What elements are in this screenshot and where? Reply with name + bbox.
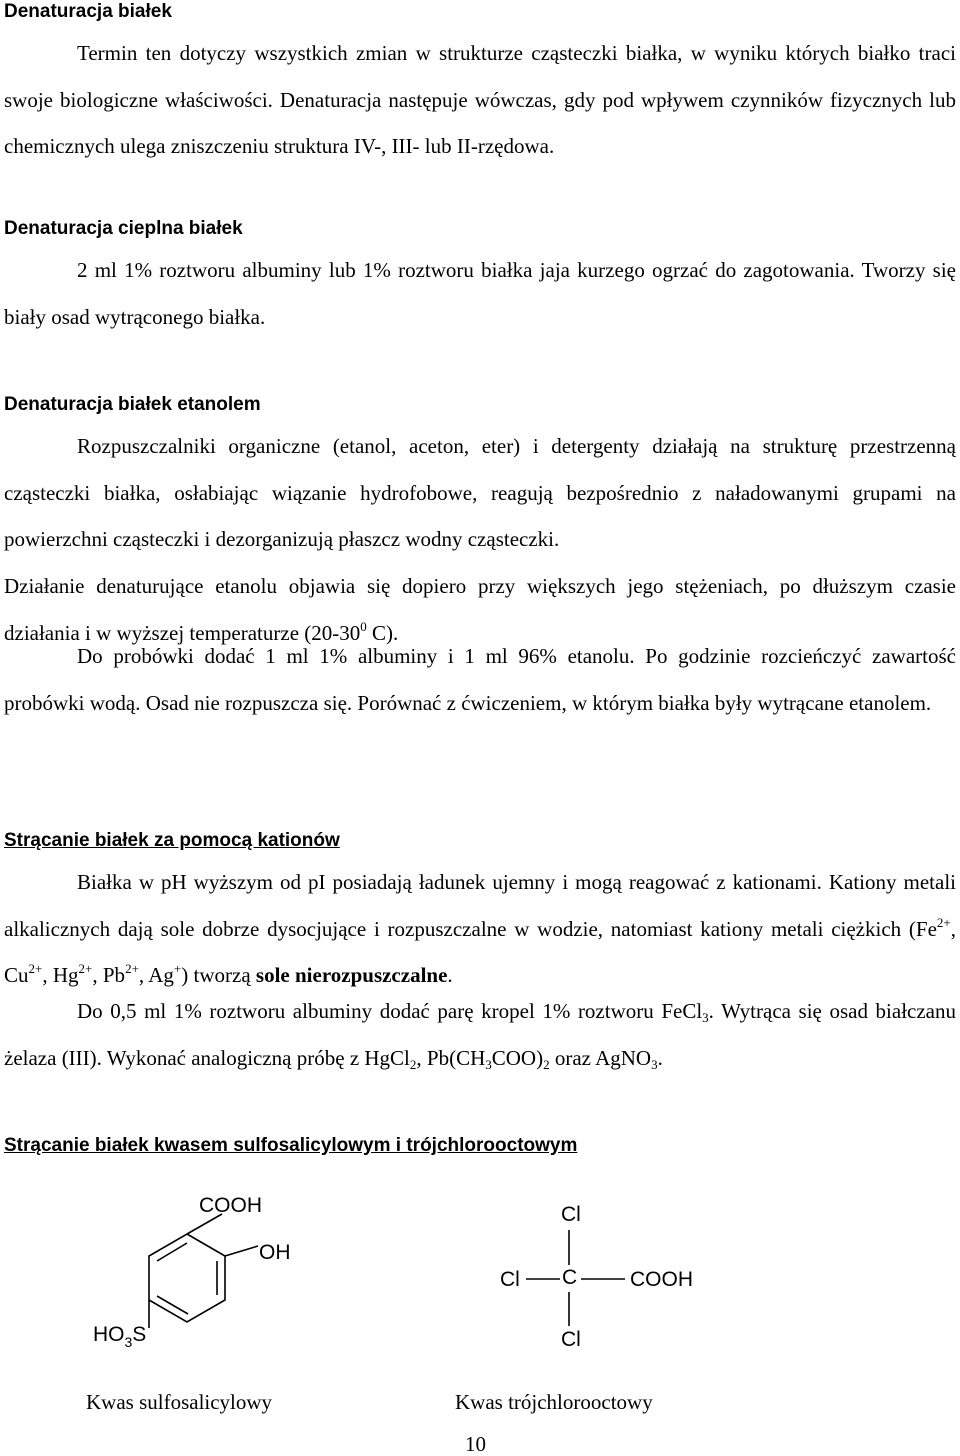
oh-bond <box>225 1246 258 1256</box>
cations-text-end: ) tworzą <box>181 963 256 987</box>
fecl3-subscript: 3 <box>702 1010 709 1025</box>
sulfosalicylic-acid-structure <box>149 1214 258 1328</box>
caption-sulfosalicylic: Kwas sulfosalicylowy <box>86 1390 273 1414</box>
page-number: 10 <box>465 1432 486 1456</box>
ch3-subscript: 3 <box>485 1056 492 1072</box>
hgcl2-text: . Wytrąca się osad białczanu żelaza (III). Wykonać analogiczną próbę z HgCl <box>4 999 956 1070</box>
cooh-label-tca: COOH <box>630 1268 693 1291</box>
heading-acid-precipitation-text: Strącanie białek kwasem sulfosalicylowym i trójchlorooctowym <box>4 1135 578 1156</box>
acetate-subscript: 2 <box>543 1056 550 1072</box>
pb-acetate-text: , Pb(CH <box>416 1045 486 1070</box>
hg-symbol: , Hg <box>42 963 79 987</box>
ag-charge: + <box>173 961 182 976</box>
ho3s-label <box>93 1323 147 1350</box>
heading-heat-denaturation: Denaturacja cieplna białek <box>4 218 243 239</box>
cl-top-label: Cl <box>561 1203 581 1226</box>
cooh-label: COOH <box>199 1194 262 1217</box>
ag-symbol: , Ag <box>138 963 174 987</box>
agno3-subscript: 3 <box>651 1056 658 1072</box>
cations-period: . <box>447 963 453 987</box>
benzene-ring <box>149 1234 225 1322</box>
hgcl2-subscript: 2 <box>409 1056 417 1072</box>
fecl3-period: . <box>657 1045 663 1070</box>
ethanol-action-text: Działanie denaturujące etanolu objawia się dopiero przy większych jego stężeniach, po dłuższym czasie działania i w wyższej temperaturze (20-30 <box>4 574 956 645</box>
ring-double-bond-2 <box>157 1296 188 1314</box>
paragraph-heat-denaturation: 2 ml 1% roztworu albuminy lub 1% roztworu białka jaja kurzego ogrzać do zagotowania. Tworzy się biały osad wytrąconego białka. <box>4 258 956 329</box>
sulfur-text: S <box>132 1323 147 1346</box>
ring-double-bond-3 <box>157 1243 187 1261</box>
degree-superscript: 0 <box>360 618 367 634</box>
paragraph-denaturation-definition: Termin ten dotyczy wszystkich zmian w strukturze cząsteczki białka, w wyniku których białko traci swoje biologiczne właściwości. Denaturacja następuje wówczas, gdy pod wpływem czynników fizycznych lub chemicznych ulega zniszczeniu struktura IV-, III- lub II-rzędowa. <box>4 41 956 158</box>
oh-label: OH <box>259 1241 291 1264</box>
cu-charge: 2+ <box>28 961 43 976</box>
cl-bottom-label: Cl <box>561 1328 581 1351</box>
paragraph-ethanol-procedure: Do probówki dodać 1 ml 1% albuminy i 1 ml 96% etanolu. Po godzinie rozcieńczyć zawartość probówki wodą. Osad nie rozpuszcza się. Porównać z ćwiczeniem, w którym białka były wytrącane etanolem. <box>4 644 956 715</box>
agno3-text: oraz AgNO <box>549 1045 652 1070</box>
hg-charge: 2+ <box>78 961 93 976</box>
cu-symbol: , Cu <box>4 916 956 987</box>
pb-symbol: , Pb <box>92 963 126 987</box>
cations-text: Białka w pH wyższym od pI posiadają ładunek ujemny i mogą reagować z kationami. Kationy metali alkalicznych dają sole dobrze dysocjujące i rozpuszczalne w wodzie, natomiast kationy metali ciężkich (Fe <box>4 870 956 941</box>
fecl3-text: Do 0,5 ml 1% roztworu albuminy dodać parę kropel 1% roztworu FeCl <box>77 999 703 1023</box>
heading-denaturacja-bialek: Denaturacja białek <box>4 1 172 22</box>
ho-text: HO <box>93 1323 125 1346</box>
ho3s-subscript: 3 <box>124 1334 133 1350</box>
heading-cation-precipitation-text: Strącanie białek za pomocą kationów <box>4 830 340 851</box>
ethanol-action-unit: C). <box>366 620 399 645</box>
c-central-label: C <box>562 1266 578 1289</box>
caption-trichloroacetic: Kwas trójchlorooctowy <box>455 1390 653 1414</box>
cl-left-label: Cl <box>500 1268 520 1291</box>
pb-charge: 2+ <box>125 961 139 976</box>
fe-charge: 2+ <box>936 914 951 930</box>
coo-text: COO) <box>491 1045 544 1070</box>
heading-ethanol-denaturation: Denaturacja białek etanolem <box>4 394 261 415</box>
insoluble-salts-bold: sole nierozpuszczalne <box>255 963 448 987</box>
paragraph-organic-solvents: Rozpuszczalniki organiczne (etanol, aceton, eter) i detergenty działają na strukturę przestrzenną cząsteczki białka, osłabiając wiązanie hydrofobowe, reagują bezpośrednio z naładowanymi grupami na powierzchni cząsteczki i dezorganizują płaszcz wodny cząsteczki. <box>4 434 956 551</box>
